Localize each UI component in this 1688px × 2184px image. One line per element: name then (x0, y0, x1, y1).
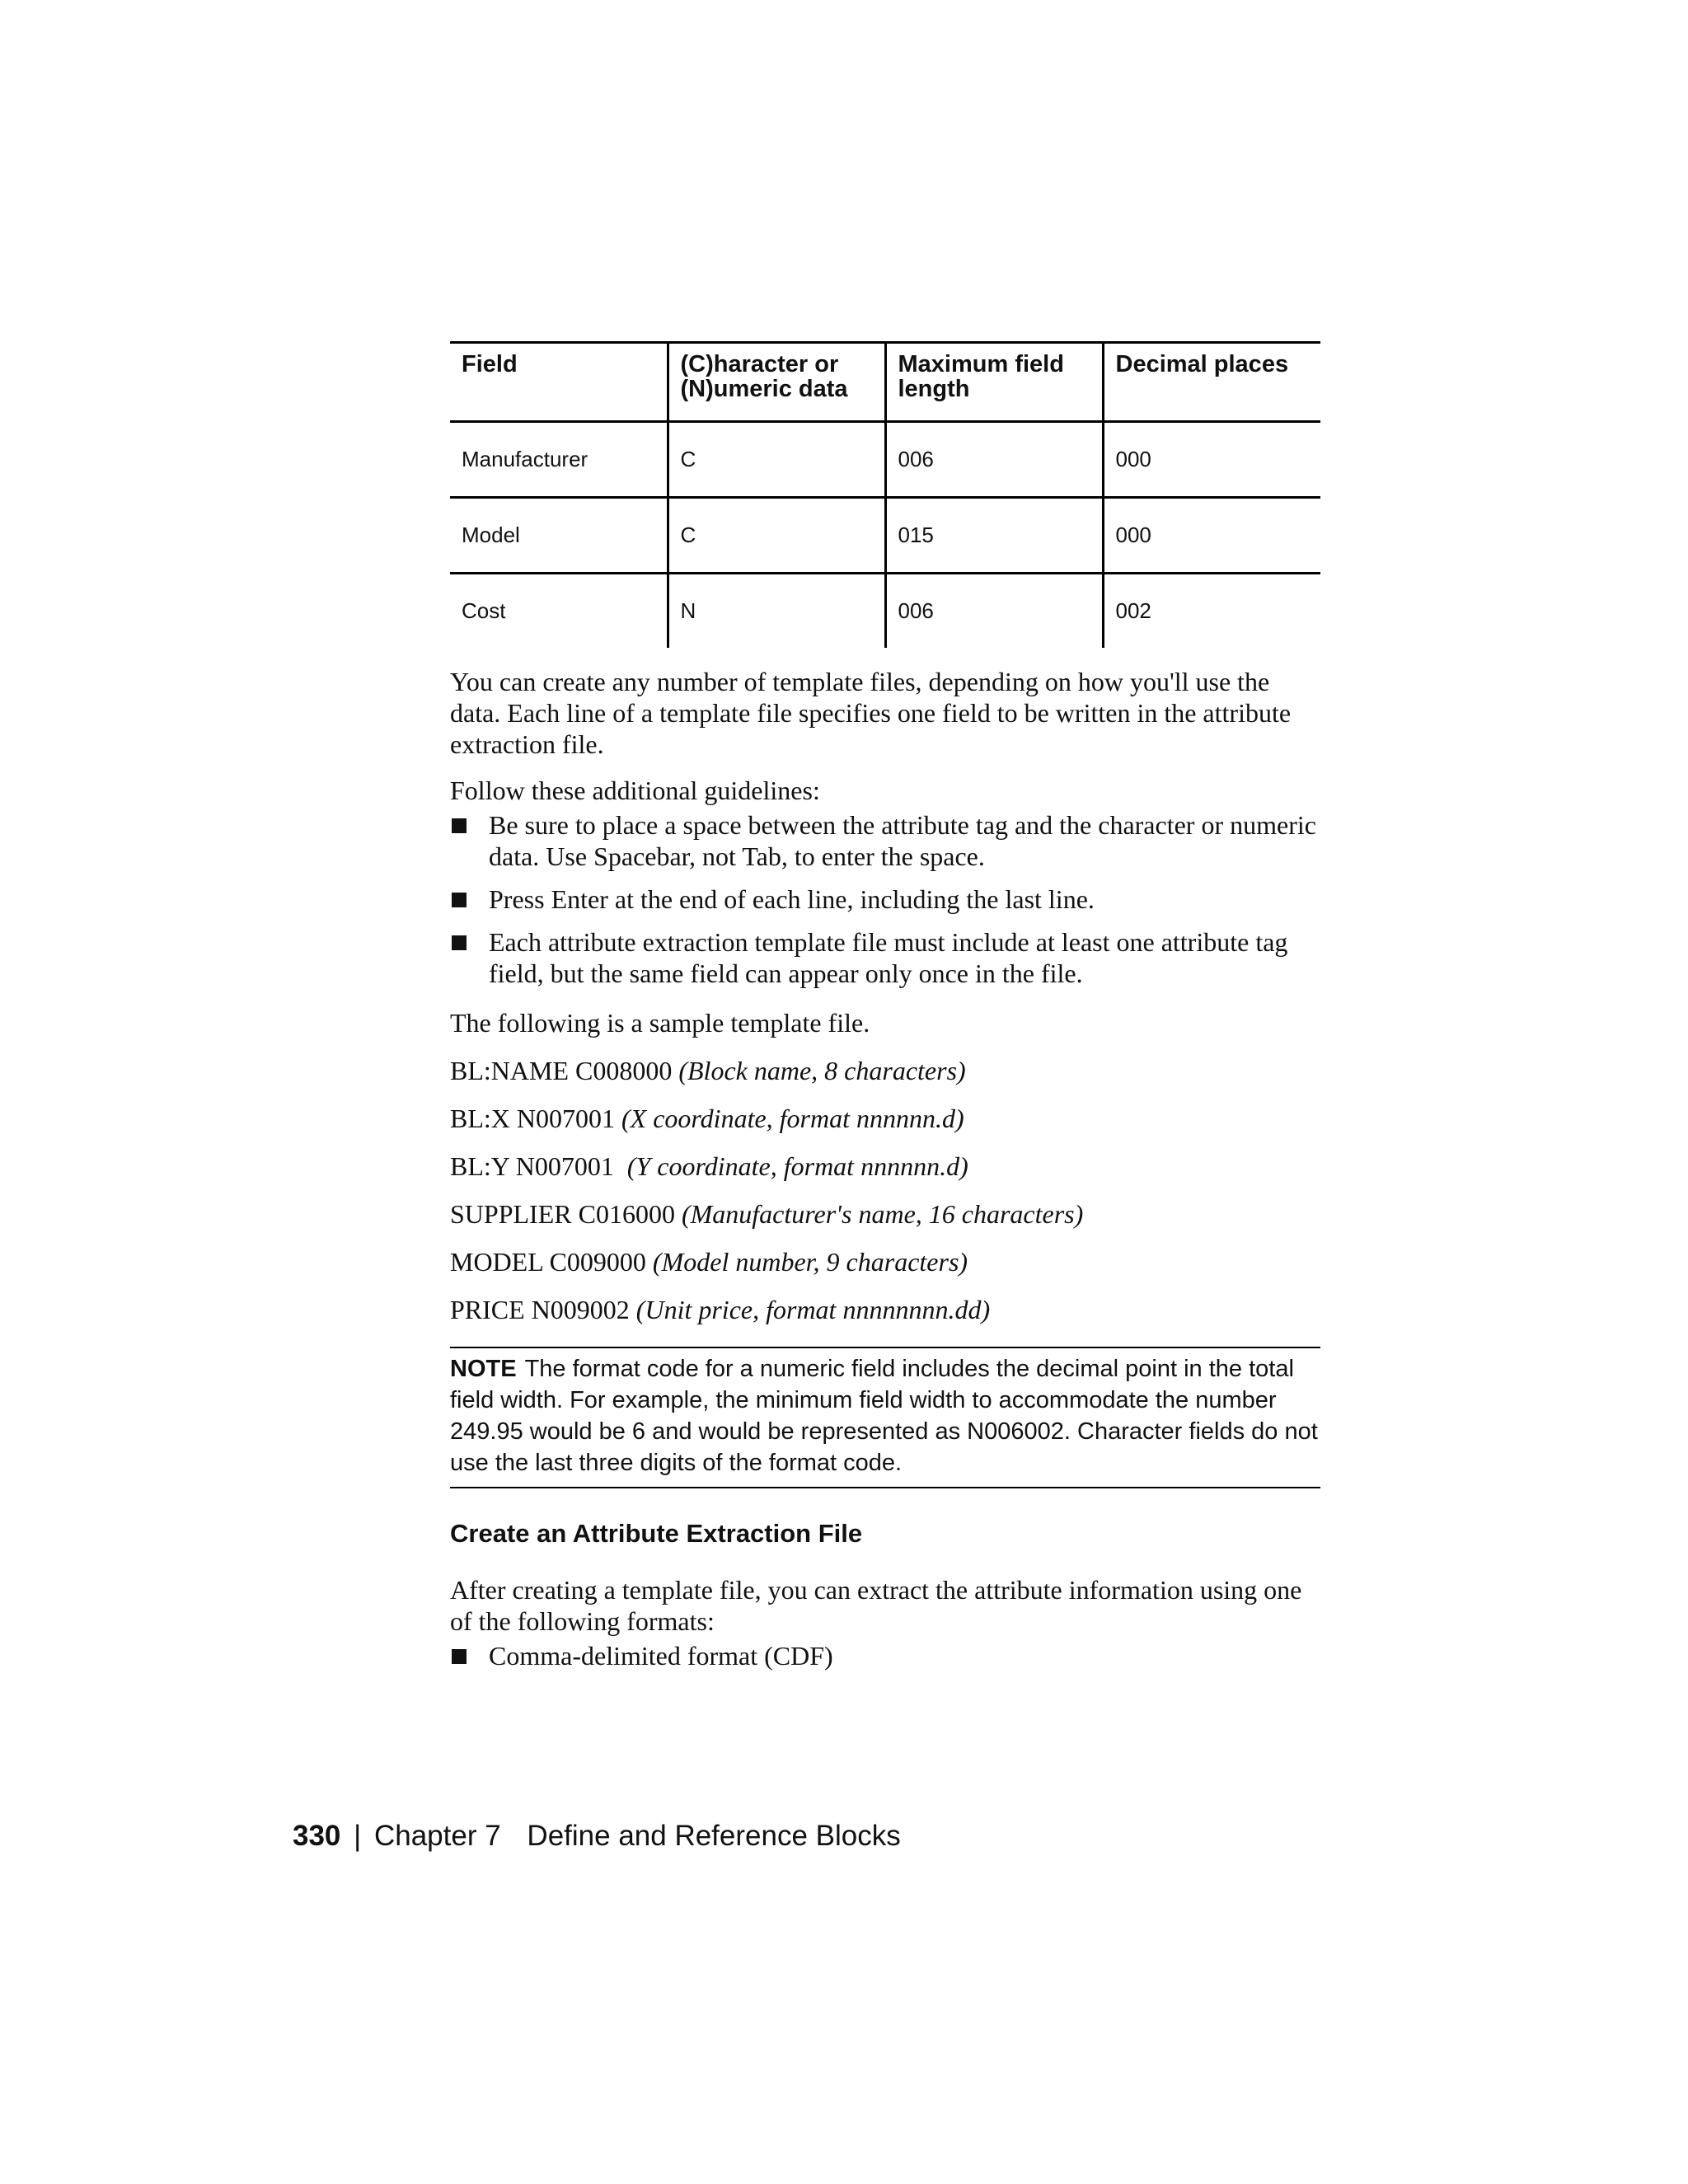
list-item-text: Press Enter at the end of each line, including the last line. (489, 884, 1095, 914)
sample-line (450, 1103, 1320, 1134)
table-cell: 002 (1103, 574, 1320, 649)
note-label: NOTE (450, 1356, 517, 1382)
list-item-text: Comma-delimited format (CDF) (489, 1641, 833, 1671)
sample-comment: (Y coordinate, format nnnnnn.d) (626, 1151, 968, 1181)
sample-template (450, 1055, 1320, 1325)
sample-code: BL:X N007001 (450, 1104, 615, 1133)
sample-comment: (Block name, 8 characters) (678, 1056, 966, 1085)
sample-code: MODEL C009000 (450, 1247, 646, 1277)
chapter-title: Define and Reference Blocks (527, 1820, 901, 1852)
list-item-text: Each attribute extraction template file must include at least one attribute tag field, but the same field can appear only once in the file. (489, 927, 1288, 988)
chapter-label: Chapter 7 (373, 1820, 501, 1852)
table-row (450, 574, 1320, 649)
bullet-square-icon (452, 1649, 467, 1664)
bullet-square-icon (452, 935, 467, 950)
page-number: 330 (293, 1820, 341, 1852)
page-footer (293, 1820, 901, 1853)
sample-comment: (Manufacturer's name, 16 characters) (681, 1199, 1084, 1229)
bullet-square-icon (452, 893, 467, 907)
table-row (450, 422, 1320, 498)
sample-line (450, 1055, 1320, 1086)
guidelines-list (450, 809, 1320, 989)
section-heading: Create an Attribute Extraction File (450, 1519, 863, 1548)
sample-comment: (Model number, 9 characters) (652, 1247, 968, 1277)
table-cell: Manufacturer (450, 422, 668, 498)
note-box (450, 1347, 1320, 1488)
sample-code: SUPPLIER C016000 (450, 1199, 675, 1229)
table-cell: 006 (885, 574, 1103, 649)
table-cell: 015 (885, 498, 1103, 574)
footer-separator: | (354, 1820, 362, 1852)
list-item (450, 809, 1320, 872)
table-cell: 006 (885, 422, 1103, 498)
sample-comment: (X coordinate, format nnnnnn.d) (621, 1104, 964, 1133)
table-cell: Cost (462, 598, 506, 623)
sample-intro: The following is a sample template file. (450, 1008, 870, 1038)
column-header: Decimal places (1103, 343, 1320, 422)
list-item (450, 883, 1320, 915)
sample-line (450, 1198, 1320, 1230)
intro-paragraph: You can create any number of template files, depending on how you'll use the data. Each line of a template file specifies one field to be written in the attribute extraction file. (450, 667, 1292, 759)
table-cell: Model (450, 498, 668, 574)
table-cell: C (668, 422, 885, 498)
sample-code: BL:NAME C008000 (450, 1056, 673, 1085)
guidelines-intro: Follow these additional guidelines: (450, 776, 820, 805)
table-header-row (450, 343, 1320, 422)
sample-code: BL:Y N007001 (450, 1151, 614, 1181)
page-content (450, 341, 1320, 1683)
sample-line (450, 1151, 1320, 1182)
column-header: Field (450, 343, 668, 422)
list-item-text: Be sure to place a space between the attribute tag and the character or numeric data. Use Spacebar, not Tab, to enter the space. (489, 810, 1316, 871)
formats-paragraph: After creating a template file, you can extract the attribute information using one of the following formats: (450, 1575, 1302, 1636)
list-item (450, 926, 1320, 989)
table-row (450, 498, 1320, 574)
bullet-square-icon (452, 818, 467, 833)
table-cell: 000 (1103, 422, 1320, 498)
table-cell: C (668, 498, 885, 574)
formats-list (450, 1640, 1320, 1671)
table-cell: N (668, 574, 885, 649)
list-item (450, 1640, 1320, 1671)
column-header: (C)haracter or (N)umeric data (668, 343, 885, 422)
sample-line (450, 1246, 1320, 1277)
sample-comment: (Unit price, format nnnnnnnn.dd) (635, 1295, 991, 1324)
table-cell: 000 (1103, 498, 1320, 574)
field-spec-table (450, 341, 1320, 648)
column-header: Maximum field length (885, 343, 1103, 422)
sample-line (450, 1294, 1320, 1325)
sample-code: PRICE N009002 (450, 1295, 630, 1324)
note-text: The format code for a numeric field includes the decimal point in the total field width. For example, the minimum field width to accommodate the number 249.95 would be 6 and would be represented as N006002. Character fields do not use the last three digits of the format code. (450, 1356, 1318, 1476)
